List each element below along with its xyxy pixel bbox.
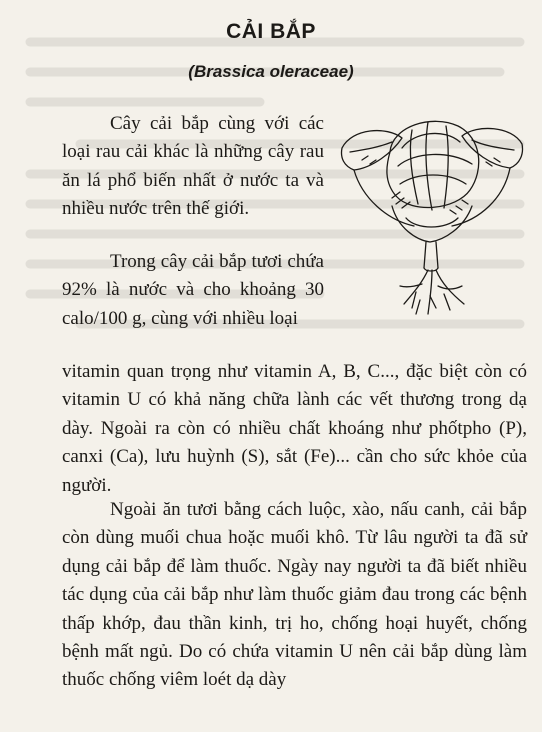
scientific-name: (Brassica oleraceae) [188,62,354,81]
cabbage-drawing [332,108,532,318]
paragraph-nutrition-cont: vitamin quan trọng như vitamin A, B, C..., đặc biệt còn có vitamin U có khả năng chữa lành các vết thương trong dạ dày. Ngoài ra còn có nhiều chất khoáng như phốtpho (P), canxi (Ca), lưu huỳnh (S), sắt (Fe)... cần cho sức khỏe của người. [62,361,527,496]
cabbage-illustration-icon [332,108,532,318]
paragraph-intro: Cây cải bắp cùng với các loại rau cải khác là những cây rau ăn lá phổ biến nhất ở nước ta và nhiều nước trên thế giới. [62,113,324,220]
paragraph-uses: Ngoài ăn tươi bằng cách luộc, xào, nấu canh, cải bắp còn dùng muối chua hoặc muối khô. Từ lâu người ta đã sử dụng cải bắp để làm thuốc. Ngày nay người ta đã biết nhiều tác dụng của cải bắp như làm thuốc giảm đau trong các bệnh thấp khớp, đau thần kinh, trị ho, chống hoại huyết, chống bệnh mất ngủ. Do có chứa vitamin U nên cải bắp dùng làm thuốc chống viêm loét dạ dày [62,499,527,691]
paragraph-nutrition-start: Trong cây cải bắp tươi chứa 92% là nước và cho khoảng 30 calo/100 g, cùng với nhiều loại [62,251,324,329]
page-title: CẢI BẮP [226,20,316,43]
